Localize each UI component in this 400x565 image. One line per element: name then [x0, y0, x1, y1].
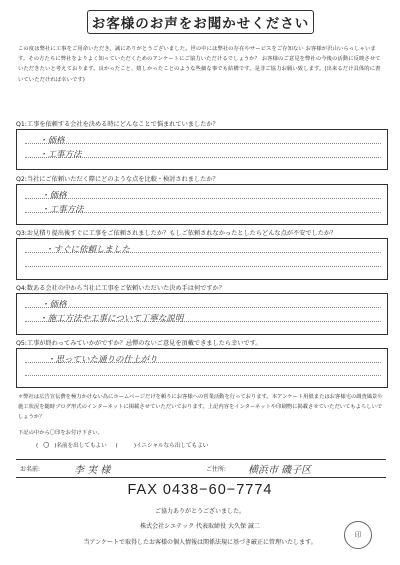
answer-box-q3 [16, 238, 388, 280]
answer-q1-2: ・工事方法 [39, 150, 82, 160]
name-value: 李 実 様 [74, 465, 111, 476]
page-title: お客様のお声をお聞かせください [87, 10, 314, 34]
question-label-q5: Q5:工事が終わってみていかがですか？忌憚のないご意見を頂戴できましたら幸いです。 [16, 340, 262, 347]
name-label: お名前: [20, 466, 41, 473]
address-value: 横浜市 磯子区 [248, 465, 312, 476]
option-text-1: 名前を出してもよい [56, 443, 107, 449]
answer-box-q4 [16, 293, 388, 335]
answer-q3-1: ・すぐに依頼しました [45, 245, 131, 255]
publish-options: ( 〇 )名前を出してもよい ( )イニシャルなら出してもよい [36, 443, 209, 449]
answer-q4-1: ・価格 [41, 300, 67, 310]
intro-text: この度は弊社に工事をご用命いただき、誠にありがとうございました。世の中には弊社の存在やサービスをご存知ない お客様が沢山いらっしゃいます。その方たちに弊社をよりよく知っていただくためのアンケートにご協力いただけるでしょうか？ お客様のご意見を弊社の今後の活動に反映させていただきたいと考えております。良かったこと、嬉しかったことのような些細な事でも結構です。是非ご協力お願い致します。(出来るだけ具体的に書いていただければ幸いです) [18, 46, 381, 83]
company-seal-stamp [344, 521, 372, 549]
answer-box-q5 [16, 348, 388, 388]
pick-prompt: 下記の中から〇印をお付け下さい。 [18, 430, 103, 436]
answer-box-q2 [16, 184, 388, 225]
answer-line [25, 266, 381, 267]
customer-info-row [16, 459, 386, 478]
answer-q2-1: ・価格 [41, 191, 67, 201]
option-text-2: イニシャルなら出してもよい [136, 443, 209, 449]
question-label-q2: Q2:当社にご依頼いただく際にどのような点を比較・検討されましたか？ [16, 176, 219, 183]
answer-line [25, 143, 381, 144]
answer-line [25, 307, 381, 308]
answer-box-q1 [16, 129, 388, 170]
answer-line [25, 375, 381, 376]
answer-q2-2: ・工事方法 [41, 205, 84, 215]
option-mark-1[interactable]: 〇 [43, 443, 49, 449]
privacy-note: 当アンケートで取得したお客様の個人情報は関係法規に基づき厳正に管理いたします。 [83, 539, 317, 546]
question-label-q1: Q1:工事を依頼する会社を決める時にどんなことで悩まれていましたか？ [16, 121, 219, 128]
web-publishing-note: ＊弊社は広告宣伝費を極力かけない為にホームページだけを頼りにお客様への営業活動を行っております。本アンケート用紙またはお客様宅の調査風景や施工状況を随時ブログ形式のインターネットに掲載させていただいております。上記内容をインターネットや印刷物に掲載させていただいてもよろしいでしょうか？ [18, 394, 383, 421]
company-name: 株式会社シエテック 代表取締役 大久保 誠二 [140, 523, 260, 530]
answer-q1-1: ・価格 [39, 136, 65, 146]
fax-number: FAX 0438−60−7774 [127, 482, 273, 498]
question-label-q3: Q3:お見積り提出後すぐに工事をご依頼されましたか？もしご依頼されなかったとしたらどんな点が不安でしたか？ [16, 230, 337, 237]
question-label-q4: Q4:数ある会社の中から当社に工事をご依頼いただいた決め手は何ですか？ [16, 285, 225, 292]
stamp-text: 印 [354, 531, 362, 539]
address-label: ご住所: [206, 466, 227, 473]
answer-q4-2: ・施工方法や工事について丁寧な説明 [39, 314, 184, 324]
thanks-text: ご協力ありがとうございました。 [154, 508, 245, 515]
answer-line [25, 198, 381, 199]
answer-q5-1: ・思っていた通りの仕上がり [47, 355, 158, 365]
